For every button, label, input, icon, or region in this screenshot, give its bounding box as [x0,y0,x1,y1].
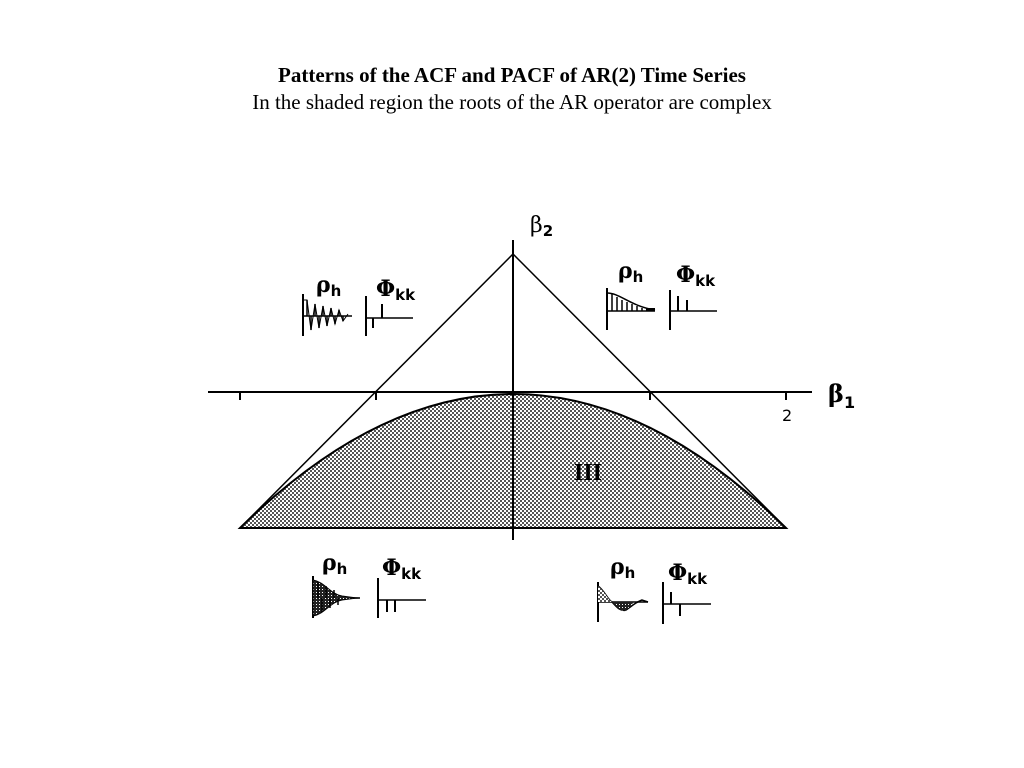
pacf-label: Φkk [376,276,416,304]
pacf-label: Φkk [676,262,716,290]
acf-label: ρh [322,550,348,578]
acf-plot [598,582,648,622]
region-label: III [574,460,603,486]
acf-plot [303,294,352,336]
diagram-subtitle: In the shaded region the roots of the AR operator are complex [252,90,772,114]
beta1-label: $\beta_1$ [828,379,856,412]
acf-plot [313,576,360,618]
pacf-plot [663,582,711,624]
pacf-label: Φkk [382,555,422,583]
panel-top-left [303,272,416,336]
pacf-plot [378,578,426,618]
diagram-title: Patterns of the ACF and PACF of AR(2) Time Series [278,63,746,87]
panel-top-right [607,258,717,330]
acf-label: ρh [610,554,636,582]
pacf-plot [670,290,717,330]
panel-bottom-right [598,554,711,624]
acf-label: ρh [618,258,644,286]
pacf-label: Φkk [668,560,708,588]
tick-label-2: 2 [782,406,793,425]
acf-label: ρh [316,272,342,300]
acf-plot [607,288,655,330]
beta2-label: β2 [530,213,554,240]
panel-bottom-left [313,550,426,618]
